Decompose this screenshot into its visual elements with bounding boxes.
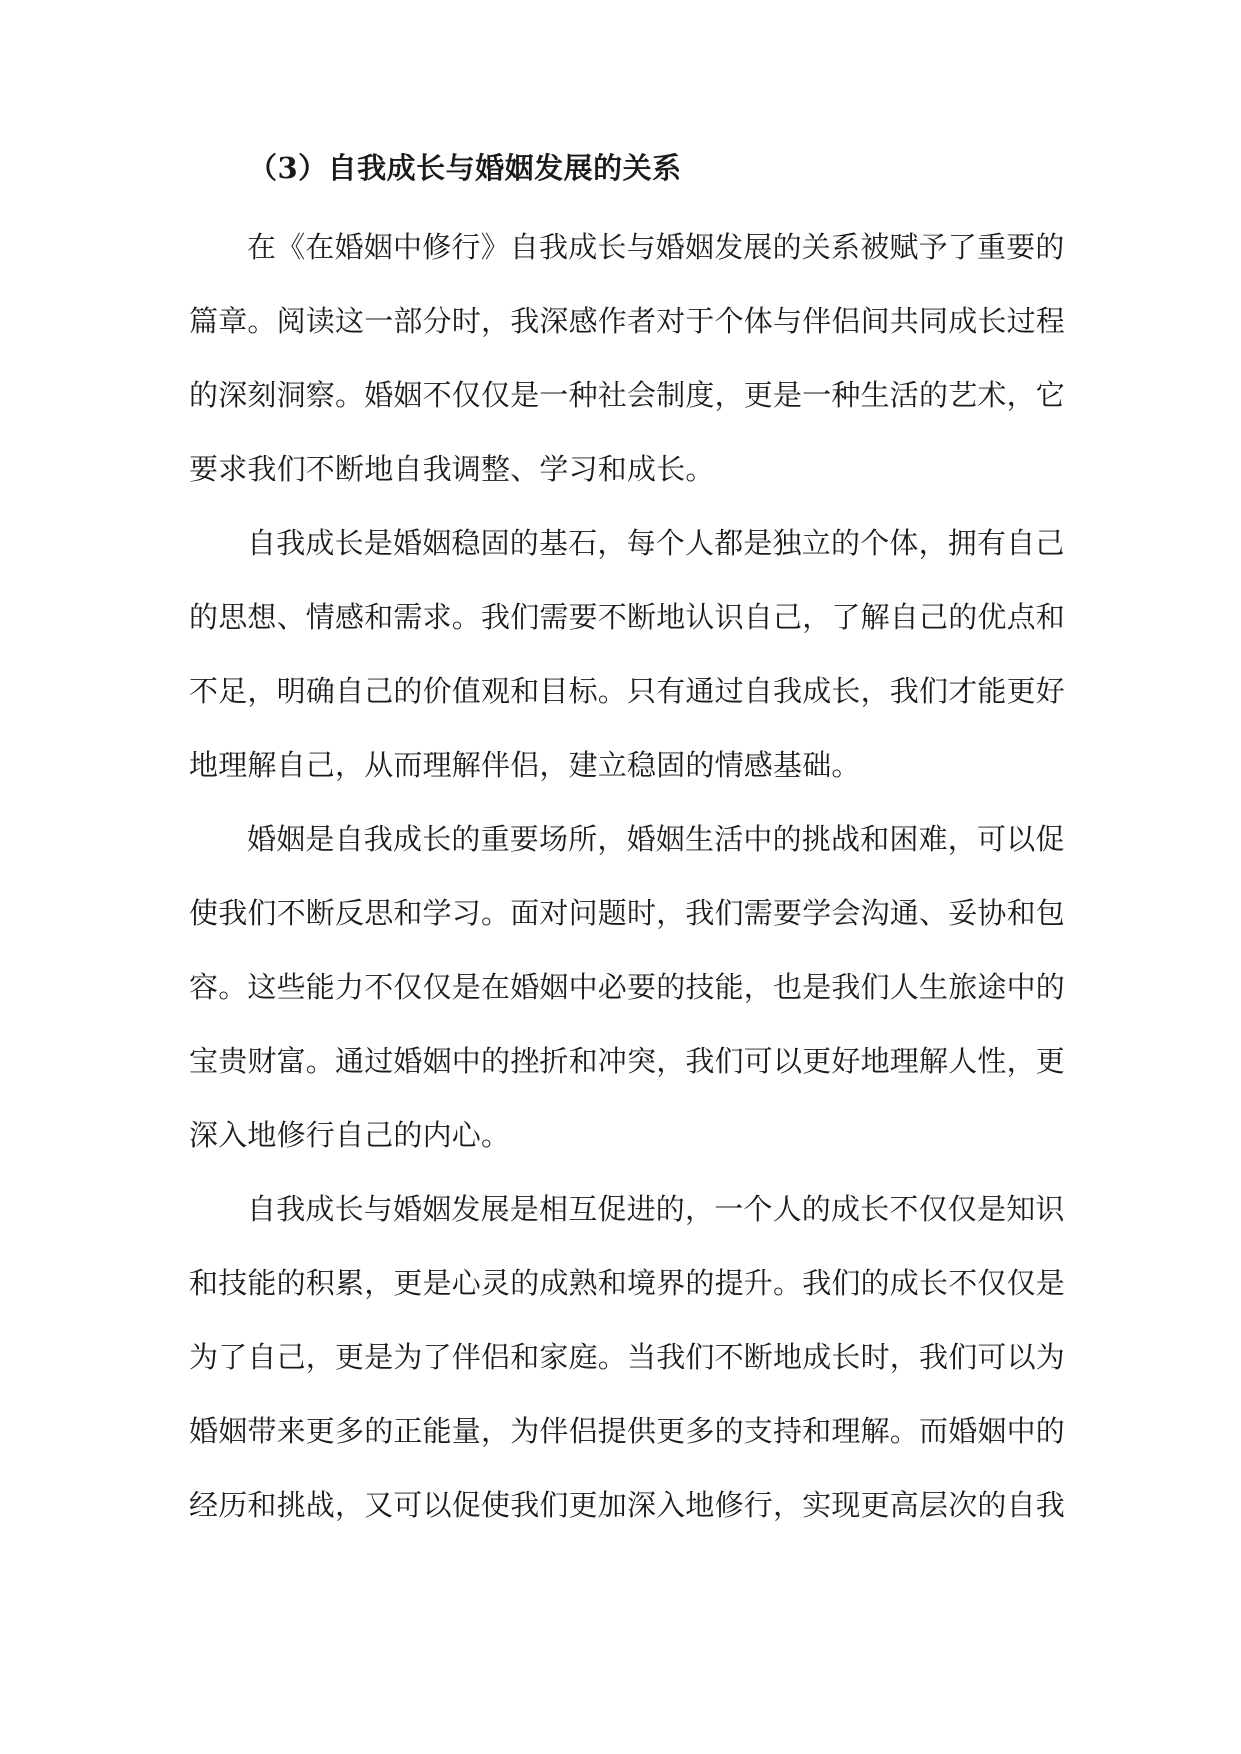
paragraph-line: 使我们不断反思和学习。面对问题时，我们需要学会沟通、妥协和包 [189,896,1066,930]
paragraph-line: 为了自己，更是为了伴侣和家庭。当我们不断地成长时，我们可以为 [189,1340,1066,1374]
paragraph-line: 自我成长与婚姻发展是相互促进的，一个人的成长不仅仅是知识 [247,1192,1065,1226]
paragraph-line: 地理解自己，从而理解伴侣，建立稳固的情感基础。 [189,748,861,782]
paragraph-line: 在《在婚姻中修行》自我成长与婚姻发展的关系被赋予了重要的 [247,230,1065,264]
paragraph-1 [189,222,1066,518]
paragraph-line: 不足，明确自己的价值观和目标。只有通过自我成长，我们才能更好 [189,674,1066,708]
paragraph-line: 宝贵财富。通过婚姻中的挫折和冲突，我们可以更好地理解人性，更 [189,1044,1066,1078]
paragraph-4 [189,1184,1066,1554]
paragraph-line: 自我成长是婚姻稳固的基石，每个人都是独立的个体，拥有自己 [247,526,1065,560]
paragraph-line: 婚姻带来更多的正能量，为伴侣提供更多的支持和理解。而婚姻中的 [189,1414,1066,1448]
paragraph-line: 深入地修行自己的内心。 [189,1118,511,1152]
section-heading: （3）自我成长与婚姻发展的关系 [248,151,682,185]
paragraph-3 [189,814,1066,1184]
paragraph-line: 的深刻洞察。婚姻不仅仅是一种社会制度，更是一种生活的艺术，它 [189,378,1066,412]
paragraph-line: 容。这些能力不仅仅是在婚姻中必要的技能，也是我们人生旅途中的 [189,970,1066,1004]
paragraph-line: 篇章。阅读这一部分时，我深感作者对于个体与伴侣间共同成长过程 [189,304,1066,338]
paragraph-line: 的思想、情感和需求。我们需要不断地认识自己，了解自己的优点和 [189,600,1066,634]
paragraph-line: 要求我们不断地自我调整、学习和成长。 [189,452,715,486]
paragraph-line: 婚姻是自我成长的重要场所，婚姻生活中的挑战和困难，可以促 [247,822,1065,856]
paragraph-2 [189,518,1066,814]
paragraph-line: 经历和挑战，又可以促使我们更加深入地修行，实现更高层次的自我 [189,1488,1066,1522]
paragraph-line: 和技能的积累，更是心灵的成熟和境界的提升。我们的成长不仅仅是 [189,1266,1066,1300]
document-body [189,222,1066,1554]
